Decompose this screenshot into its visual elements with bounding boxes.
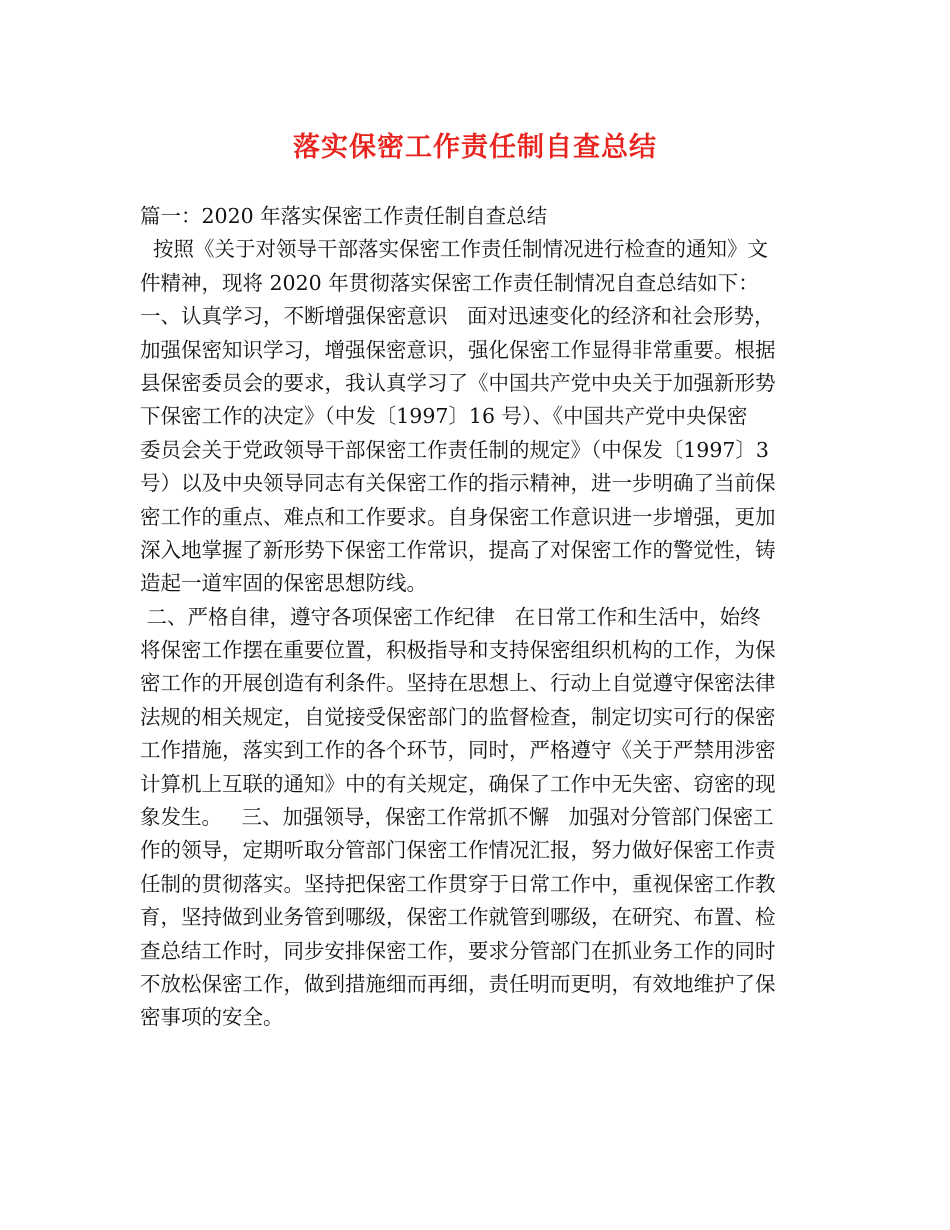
text-line: 密事项的安全。	[140, 1005, 284, 1030]
text-line: 号）以及中央领导同志有关保密工作的指示精神，进一步明确了当前保	[140, 471, 776, 496]
text-line: 县保密委员会的要求，我认真学习了《中国共产党中央关于加强新形势	[140, 370, 776, 395]
text-line: 件精神，现将 2020 年贯彻落实保密工作责任制情况自查总结如下：	[140, 270, 759, 295]
document-title: 落实保密工作责任制自查总结	[293, 132, 657, 163]
text-line: 不放松保密工作，做到措施细而再细，责任明而更明，有效地维护了保	[140, 971, 776, 996]
text-line: 加强保密知识学习，增强保密意识，强化保密工作显得非常重要。根据	[140, 337, 776, 362]
text-line: 育，坚持做到业务管到哪级，保密工作就管到哪级，在研究、布置、检	[140, 905, 776, 930]
text-line: 造起一道牢固的保密思想防线。	[140, 571, 427, 596]
text-line: 查总结工作时，同步安排保密工作，要求分管部门在抓业务工作的同时	[140, 938, 776, 963]
text-line: 一、认真学习，不断增强保密意识 面对迅速变化的经济和社会形势，	[140, 304, 775, 329]
text-line: 篇一：2020 年落实保密工作责任制自查总结	[140, 204, 548, 228]
text-line: 法规的相关规定，自觉接受保密部门的监督检查，制定切实可行的保密	[140, 704, 776, 729]
document-body	[140, 200, 816, 1035]
text-line: 下保密工作的决定》（中发〔1997〕16 号）、《中国共产党中央保密	[140, 404, 748, 429]
text-line: 二、严格自律，遵守各项保密工作纪律 在日常工作和生活中，始终	[140, 604, 761, 629]
text-line: 工作措施，落实到工作的各个环节，同时，严格遵守《关于严禁用涉密	[140, 738, 776, 763]
text-line: 作的领导，定期听取分管部门保密工作情况汇报，努力做好保密工作责	[140, 838, 776, 863]
text-line: 将保密工作摆在重要位置，积极指导和支持保密组织机构的工作，为保	[140, 638, 776, 663]
text-line: 密工作的重点、难点和工作要求。自身保密工作意识进一步增强，更加	[140, 504, 776, 529]
text-line: 象发生。 三、加强领导，保密工作常抓不懈 加强对分管部门保密工	[140, 805, 774, 830]
text-line: 委员会关于党政领导干部保密工作责任制的规定》（中保发〔1997〕3	[140, 437, 769, 462]
text-line: 任制的贯彻落实。坚持把保密工作贯穿于日常工作中，重视保密工作教	[140, 871, 776, 896]
text-line: 计算机上互联的通知》中的有关规定，确保了工作中无失密、窃密的现	[140, 771, 776, 796]
text-line: 按照《关于对领导干部落实保密工作责任制情况进行检查的通知》文	[140, 237, 769, 262]
text-line: 密工作的开展创造有利条件。坚持在思想上、行动上自觉遵守保密法律	[140, 671, 776, 696]
text-line: 深入地掌握了新形势下保密工作常识，提高了对保密工作的警觉性，铸	[140, 537, 776, 562]
